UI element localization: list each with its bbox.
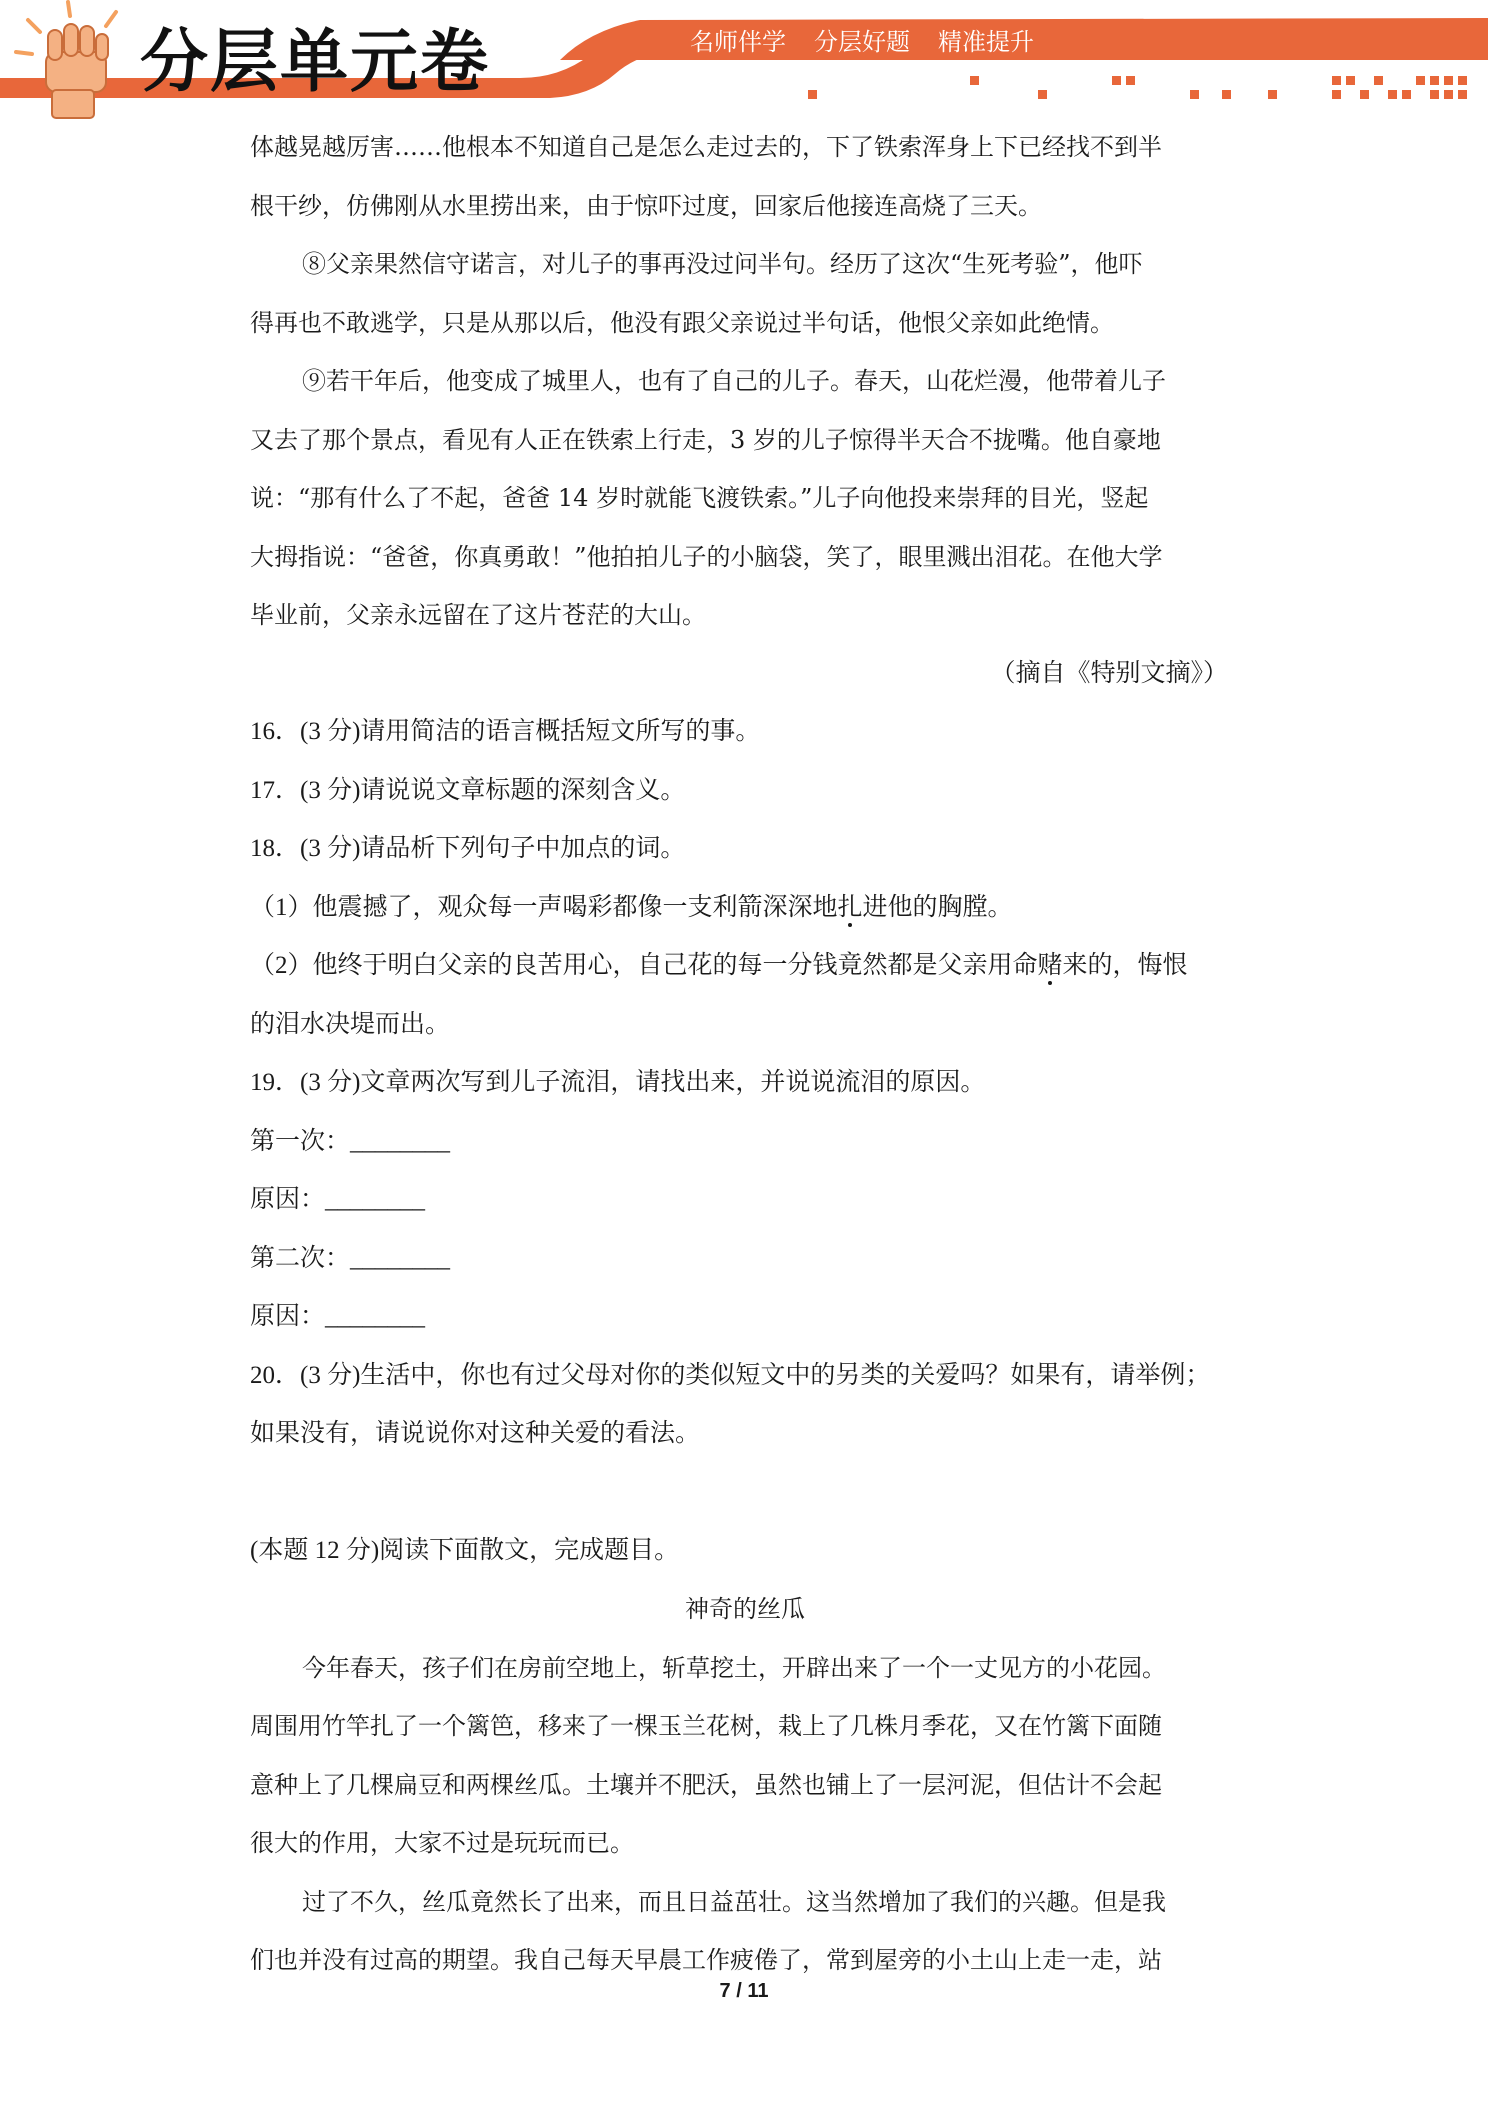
page-header (0, 0, 1488, 120)
passage1-paragraph-9: ⑨若干年后，他变成了城里人，也有了自己的儿子。春天，山花烂漫，他带着儿子 (302, 367, 1166, 395)
question-20: 20．(3 分)生活中，你也有过父母对你的类似短文中的另类的关爱吗？如果有，请举例； (250, 1361, 1211, 1389)
dotted-word: 赌 (1037, 952, 1063, 979)
question-18: 18．(3 分)请品析下列句子中加点的词。 (250, 835, 686, 862)
passage1-line: 大拇指说：“爸爸，你真勇敢！”他拍拍儿子的小脑袋，笑了，眼里溅出泪花。在他大学 (250, 542, 1163, 571)
question-18-item-2 (250, 937, 1240, 996)
passage1-line: 毕业前，父亲永远留在了这片苍茫的大山。 (250, 601, 706, 629)
question-18-item-2-cont: 的泪水决堤而出。 (250, 1010, 451, 1038)
question-16: 16．(3 分)请用简洁的语言概括短文所写的事。 (250, 718, 761, 745)
answer-blank-first[interactable]: 第一次：________ (250, 1127, 451, 1155)
passage2-line: 今年春天，孩子们在房前空地上，斩草挖土，开辟出来了一个一丈见方的小花园。 (302, 1653, 1166, 1682)
question-18-item-1 (250, 879, 1240, 938)
passage2-line: 过了不久，丝瓜竟然长了出来，而且日益茁壮。这当然增加了我们的兴趣。但是我 (302, 1887, 1166, 1916)
slogan-3: 精准提升 (938, 28, 1034, 56)
passage1-line: 体越晃越厉害……他根本不知道自己是怎么走过去的，下了铁索浑身上下已经找不到半 (250, 133, 1162, 161)
slogan-2: 分层好题 (814, 28, 910, 56)
passage2-intro: (本题 12 分)阅读下面散文，完成题目。 (250, 1536, 680, 1564)
q18-2-text: （2）他终于明白父亲的良苦用心，自己花的每一分钱竟然都是父亲用命 (250, 952, 1038, 979)
passage2-line: 们也并没有过高的期望。我自己每天早晨工作疲倦了，常到屋旁的小土山上走一走，站 (250, 1946, 1162, 1974)
answer-blank-second[interactable]: 第二次：________ (250, 1244, 451, 1272)
passage1-source: （摘自《特别文摘》） (990, 659, 1228, 687)
passage2-title: 神奇的丝瓜 (685, 1595, 805, 1623)
dotted-word: 扎 (837, 893, 863, 921)
passage2-line: 意种上了几棵扁豆和两棵丝瓜。土壤并不肥沃，虽然也铺上了一层河泥，但估计不会起 (250, 1770, 1162, 1799)
section-gap (250, 1464, 1240, 1522)
question-20-cont: 如果没有，请说说你对这种关爱的看法。 (250, 1420, 701, 1447)
header-dots-decoration (0, 0, 1488, 120)
passage1-line: 说：“那有什么了不起，爸爸 14 岁时就能飞渡铁索。”儿子向他投来崇拜的目光，竖起 (250, 484, 1149, 512)
passage2-line: 周围用竹竿扎了一个篱笆，移来了一棵玉兰花树，栽上了几株月季花，又在竹篱下面随 (250, 1712, 1162, 1740)
question-19: 19．(3 分)文章两次写到儿子流泪，请找出来，并说说流泪的原因。 (250, 1069, 986, 1096)
document-body (250, 118, 1240, 1990)
passage1-paragraph-8: ⑧父亲果然信守诺言，对儿子的事再没过问半句。经历了这次“生死考验”，他吓 (302, 250, 1143, 278)
q18-2-text: 来的，悔恨 (1062, 952, 1188, 979)
answer-blank-reason2[interactable]: 原因：________ (250, 1303, 426, 1330)
passage1-line: 根干纱，仿佛刚从水里捞出来，由于惊吓过度，回家后他接连高烧了三天。 (250, 191, 1042, 220)
passage2-line: 很大的作用，大家不过是玩玩而已。 (250, 1829, 634, 1857)
q18-1-text: （1）他震撼了，观众每一声喝彩都像一支利箭深深地 (250, 893, 838, 921)
brand-title: 分层单元卷 (140, 23, 491, 102)
passage1-line: 又去了那个景点，看见有人正在铁索上行走，3 岁的儿子惊得半天合不拢嘴。他自豪地 (250, 425, 1161, 454)
page-number: 7 / 11 (719, 1980, 769, 2002)
passage1-line: 得再也不敢逃学，只是从那以后，他没有跟父亲说过半句话，他恨父亲如此绝情。 (250, 308, 1114, 337)
q18-1-text: 进他的胸膛。 (862, 893, 1013, 921)
question-17: 17．(3 分)请说说文章标题的深刻含义。 (250, 776, 686, 804)
answer-blank-reason1[interactable]: 原因：________ (250, 1186, 426, 1213)
slogan-1: 名师伴学 (690, 28, 786, 56)
